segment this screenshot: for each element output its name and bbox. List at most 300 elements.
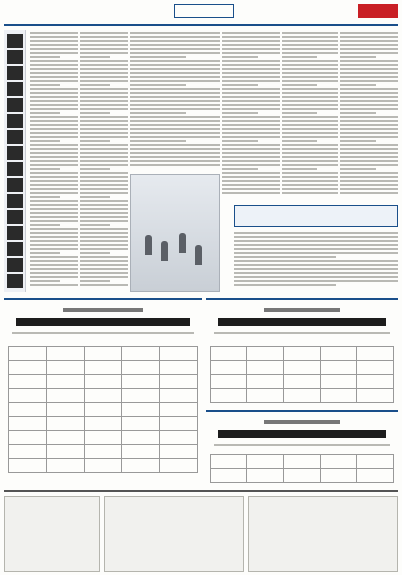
- table-row: [8, 403, 197, 417]
- text-line-placeholder: [340, 72, 398, 74]
- text-line-placeholder: [282, 112, 317, 114]
- headline-glyph-placeholder: [7, 210, 23, 224]
- text-line-placeholder: [130, 76, 220, 78]
- headline-glyph-placeholder: [7, 66, 23, 80]
- text-line-placeholder: [80, 92, 128, 94]
- text-line-placeholder: [80, 256, 128, 258]
- text-line-placeholder: [340, 124, 398, 126]
- text-line-placeholder: [30, 144, 78, 146]
- text-line-placeholder: [30, 124, 78, 126]
- text-line-placeholder: [80, 36, 128, 38]
- text-line-placeholder: [30, 260, 78, 262]
- text-line-placeholder: [80, 244, 128, 246]
- text-line-placeholder: [80, 52, 128, 54]
- table-cell: [84, 375, 122, 389]
- table-cell: [122, 389, 160, 403]
- table-cell: [357, 469, 394, 483]
- text-line-placeholder: [234, 280, 398, 282]
- table-cell: [357, 455, 394, 469]
- table-cell: [247, 361, 284, 375]
- text-line-placeholder: [130, 84, 186, 86]
- text-line-placeholder: [222, 84, 258, 86]
- table-cell: [247, 455, 284, 469]
- text-line-placeholder: [222, 104, 280, 106]
- text-line-placeholder: [222, 52, 280, 54]
- text-line-placeholder: [234, 272, 398, 274]
- text-line-placeholder: [222, 152, 280, 154]
- text-line-placeholder: [282, 40, 338, 42]
- text-line-placeholder: [222, 172, 280, 174]
- ad-center: [104, 496, 244, 572]
- table-cell: [210, 375, 247, 389]
- text-line-placeholder: [130, 132, 220, 134]
- text-line-placeholder: [80, 40, 128, 42]
- table-cell: [247, 389, 284, 403]
- text-line-placeholder: [80, 192, 128, 194]
- headline-glyph-placeholder: [7, 162, 23, 176]
- table-cell: [46, 347, 84, 361]
- text-line-placeholder: [80, 124, 128, 126]
- text-line-placeholder: [80, 232, 128, 234]
- table-cell: [84, 431, 122, 445]
- text-line-placeholder: [340, 144, 398, 146]
- table-cell: [84, 347, 122, 361]
- text-line-placeholder: [80, 60, 128, 62]
- table-cell: [8, 417, 46, 431]
- text-line-placeholder: [222, 144, 280, 146]
- text-line-placeholder: [222, 60, 280, 62]
- table-cell: [160, 375, 198, 389]
- text-line-placeholder: [282, 128, 338, 130]
- text-line-placeholder: [340, 108, 398, 110]
- text-line-placeholder: [80, 128, 128, 130]
- text-line-placeholder: [30, 44, 78, 46]
- text-line-placeholder: [80, 260, 128, 262]
- text-line-placeholder: [30, 148, 78, 150]
- text-line-placeholder: [130, 60, 220, 62]
- text-line-placeholder: [80, 148, 128, 150]
- report-title: [16, 318, 190, 326]
- text-line-placeholder: [222, 168, 258, 170]
- text-line-placeholder: [222, 192, 280, 194]
- headline-glyph-placeholder: [7, 130, 23, 144]
- table-row: [8, 389, 197, 403]
- table-row: [210, 375, 393, 389]
- table-cell: [160, 431, 198, 445]
- text-line-placeholder: [222, 108, 280, 110]
- text-line-placeholder: [30, 168, 60, 170]
- text-line-placeholder: [282, 164, 338, 166]
- text-line-placeholder: [130, 120, 220, 122]
- text-line-placeholder: [282, 36, 338, 38]
- report-left: [4, 298, 202, 486]
- text-line-placeholder: [130, 52, 220, 54]
- headline-glyph-placeholder: [7, 98, 23, 112]
- text-line-placeholder: [130, 156, 220, 158]
- text-line-placeholder: [30, 236, 78, 238]
- text-line-placeholder: [30, 56, 60, 58]
- table-cell: [122, 445, 160, 459]
- table-cell: [284, 375, 321, 389]
- table-cell: [8, 459, 46, 473]
- text-line-placeholder: [80, 196, 110, 198]
- table-cell: [357, 347, 394, 361]
- table-cell: [84, 389, 122, 403]
- text-line-placeholder: [282, 132, 338, 134]
- text-line-placeholder: [80, 248, 128, 250]
- table-cell: [122, 361, 160, 375]
- table-row: [210, 455, 393, 469]
- table-cell: [122, 417, 160, 431]
- table-cell: [160, 417, 198, 431]
- text-line-placeholder: [30, 36, 78, 38]
- table-cell: [357, 389, 394, 403]
- text-line-placeholder: [80, 276, 128, 278]
- text-line-placeholder: [80, 176, 128, 178]
- text-line-placeholder: [222, 180, 280, 182]
- table-cell: [84, 361, 122, 375]
- text-line-placeholder: [130, 72, 220, 74]
- text-line-placeholder: [30, 52, 78, 54]
- text-line-placeholder: [30, 204, 78, 206]
- text-line-placeholder: [282, 184, 338, 186]
- text-line-placeholder: [30, 212, 78, 214]
- table-cell: [8, 445, 46, 459]
- text-line-placeholder: [80, 264, 128, 266]
- headline-glyph-placeholder: [7, 146, 23, 160]
- table-cell: [247, 347, 284, 361]
- report-kicker: [264, 308, 341, 312]
- text-line-placeholder: [30, 264, 78, 266]
- table-row: [210, 389, 393, 403]
- ad-strip: [4, 490, 398, 571]
- text-line-placeholder: [80, 72, 128, 74]
- text-line-placeholder: [234, 264, 398, 266]
- text-line-placeholder: [30, 72, 78, 74]
- text-line-placeholder: [80, 272, 128, 274]
- report-kicker: [264, 420, 341, 424]
- text-line-placeholder: [130, 116, 220, 118]
- text-line-placeholder: [222, 36, 280, 38]
- headline-glyph-placeholder: [7, 274, 23, 288]
- text-line-placeholder: [30, 252, 60, 254]
- text-line-placeholder: [282, 152, 338, 154]
- text-line-placeholder: [340, 104, 398, 106]
- table-cell: [210, 347, 247, 361]
- text-line-placeholder: [222, 176, 280, 178]
- text-line-placeholder: [282, 120, 338, 122]
- text-line-placeholder: [30, 268, 78, 270]
- text-line-placeholder: [282, 148, 338, 150]
- text-line-placeholder: [80, 152, 128, 154]
- table-cell: [84, 403, 122, 417]
- text-line-placeholder: [340, 80, 398, 82]
- table-cell: [320, 347, 357, 361]
- table-cell: [46, 403, 84, 417]
- text-line-placeholder: [30, 76, 78, 78]
- text-line-placeholder: [282, 32, 338, 34]
- text-line-placeholder: [80, 156, 128, 158]
- table-cell: [122, 375, 160, 389]
- text-line-placeholder: [30, 176, 78, 178]
- photo-person-shape: [161, 241, 168, 261]
- text-line-placeholder: [222, 156, 280, 158]
- text-line-placeholder: [222, 68, 280, 70]
- text-line-placeholder: [340, 136, 398, 138]
- text-line-placeholder: [282, 88, 338, 90]
- text-line-placeholder: [130, 56, 186, 58]
- side-box-title: [234, 205, 398, 227]
- text-line-placeholder: [340, 68, 398, 70]
- text-line-placeholder: [130, 92, 220, 94]
- text-line-placeholder: [130, 88, 220, 90]
- text-line-placeholder: [30, 120, 78, 122]
- text-line-placeholder: [80, 68, 128, 70]
- text-line-placeholder: [80, 220, 128, 222]
- text-line-placeholder: [340, 172, 398, 174]
- text-line-placeholder: [80, 240, 128, 242]
- text-line-placeholder: [30, 272, 78, 274]
- text-line-placeholder: [130, 152, 220, 154]
- text-line-placeholder: [80, 204, 128, 206]
- text-line-placeholder: [80, 144, 128, 146]
- text-line-placeholder: [80, 140, 110, 142]
- text-line-placeholder: [80, 136, 128, 138]
- table-cell: [160, 459, 198, 473]
- text-line-placeholder: [30, 132, 78, 134]
- table-cell: [8, 431, 46, 445]
- text-line-placeholder: [282, 176, 338, 178]
- text-line-placeholder: [282, 124, 338, 126]
- lead-body-col-4: [222, 30, 280, 200]
- lead-body-col-5: [282, 30, 338, 200]
- text-line-placeholder: [282, 96, 338, 98]
- table-cell: [247, 469, 284, 483]
- report-kicker: [63, 308, 142, 312]
- table-cell: [46, 375, 84, 389]
- text-line-placeholder: [130, 80, 220, 82]
- table-cell: [8, 389, 46, 403]
- table-cell: [357, 361, 394, 375]
- text-line-placeholder: [222, 164, 280, 166]
- table-cell: [320, 455, 357, 469]
- table-row: [8, 459, 197, 473]
- text-line-placeholder: [30, 284, 78, 286]
- text-line-placeholder: [282, 116, 338, 118]
- headline-glyph-placeholder: [7, 82, 23, 96]
- text-line-placeholder: [222, 160, 280, 162]
- text-line-placeholder: [80, 168, 110, 170]
- text-line-placeholder: [282, 144, 338, 146]
- table-cell: [84, 417, 122, 431]
- text-line-placeholder: [80, 268, 128, 270]
- table-cell: [160, 361, 198, 375]
- text-line-placeholder: [80, 120, 128, 122]
- text-line-placeholder: [30, 88, 78, 90]
- text-line-placeholder: [80, 172, 128, 174]
- text-line-placeholder: [282, 156, 338, 158]
- date-line: [4, 19, 398, 23]
- text-line-placeholder: [222, 188, 280, 190]
- text-line-placeholder: [30, 164, 78, 166]
- headline-glyph-placeholder: [7, 242, 23, 256]
- text-line-placeholder: [80, 284, 128, 286]
- text-line-placeholder: [30, 156, 78, 158]
- headline-glyph-placeholder: [7, 258, 23, 272]
- headline-glyph-placeholder: [7, 114, 23, 128]
- text-line-placeholder: [30, 184, 78, 186]
- text-line-placeholder: [30, 128, 78, 130]
- text-line-placeholder: [80, 184, 128, 186]
- text-line-placeholder: [130, 40, 220, 42]
- report-title: [218, 318, 387, 326]
- text-line-placeholder: [234, 284, 336, 286]
- report-right-top: [206, 298, 398, 406]
- text-line-placeholder: [340, 148, 398, 150]
- text-line-placeholder: [130, 108, 220, 110]
- paper-logo: [358, 4, 398, 18]
- headline-glyph-placeholder: [7, 34, 23, 48]
- text-line-placeholder: [130, 48, 220, 50]
- text-line-placeholder: [30, 60, 78, 62]
- headline-glyph-placeholder: [7, 194, 23, 208]
- news-photo: [130, 174, 220, 292]
- text-line-placeholder: [30, 192, 78, 194]
- text-line-placeholder: [80, 80, 128, 82]
- table-cell: [357, 375, 394, 389]
- text-line-placeholder: [222, 92, 280, 94]
- table-row: [210, 347, 393, 361]
- text-line-placeholder: [30, 108, 78, 110]
- report-table: [8, 346, 198, 473]
- text-line-placeholder: [222, 32, 280, 34]
- text-line-placeholder: [282, 172, 338, 174]
- text-line-placeholder: [130, 112, 186, 114]
- text-line-placeholder: [282, 64, 338, 66]
- text-line-placeholder: [30, 228, 78, 230]
- text-line-placeholder: [222, 128, 280, 130]
- text-line-placeholder: [80, 280, 110, 282]
- text-line-placeholder: [222, 100, 280, 102]
- text-line-placeholder: [222, 76, 280, 78]
- lead-body-col-1: [30, 30, 78, 292]
- text-line-placeholder: [130, 96, 220, 98]
- text-line-placeholder: [282, 140, 317, 142]
- text-line-placeholder: [340, 64, 398, 66]
- text-line-placeholder: [340, 152, 398, 154]
- text-line-placeholder: [30, 140, 60, 142]
- text-line-placeholder: [30, 100, 78, 102]
- table-cell: [8, 361, 46, 375]
- lead-body-col-2: [80, 30, 128, 292]
- text-line-placeholder: [222, 80, 280, 82]
- text-line-placeholder: [282, 136, 338, 138]
- text-line-placeholder: [340, 88, 398, 90]
- text-line-placeholder: [340, 96, 398, 98]
- text-line-placeholder: [340, 36, 398, 38]
- text-line-placeholder: [340, 192, 398, 194]
- text-line-placeholder: [80, 104, 128, 106]
- text-line-placeholder: [130, 64, 220, 66]
- text-line-placeholder: [222, 40, 280, 42]
- text-line-placeholder: [282, 72, 338, 74]
- text-line-placeholder: [234, 232, 398, 234]
- text-line-placeholder: [130, 136, 220, 138]
- table-cell: [320, 361, 357, 375]
- text-line-placeholder: [30, 152, 78, 154]
- text-line-placeholder: [80, 208, 128, 210]
- text-line-placeholder: [130, 148, 220, 150]
- text-line-placeholder: [234, 268, 398, 270]
- text-line-placeholder: [30, 32, 78, 34]
- table-row: [8, 431, 197, 445]
- table-cell: [46, 361, 84, 375]
- report-note: [12, 332, 194, 334]
- text-line-placeholder: [222, 124, 280, 126]
- text-line-placeholder: [222, 136, 280, 138]
- text-line-placeholder: [222, 184, 280, 186]
- text-line-placeholder: [30, 180, 78, 182]
- text-line-placeholder: [234, 260, 398, 262]
- text-line-placeholder: [130, 68, 220, 70]
- table-cell: [160, 403, 198, 417]
- table-cell: [210, 455, 247, 469]
- table-cell: [210, 469, 247, 483]
- text-line-placeholder: [340, 184, 398, 186]
- text-line-placeholder: [282, 168, 317, 170]
- text-line-placeholder: [30, 40, 78, 42]
- text-line-placeholder: [340, 40, 398, 42]
- table-cell: [247, 375, 284, 389]
- report-note: [214, 332, 391, 334]
- text-line-placeholder: [30, 112, 60, 114]
- text-line-placeholder: [340, 100, 398, 102]
- table-cell: [84, 459, 122, 473]
- table-cell: [284, 347, 321, 361]
- text-line-placeholder: [80, 84, 110, 86]
- text-line-placeholder: [130, 44, 220, 46]
- text-line-placeholder: [282, 56, 317, 58]
- text-line-placeholder: [30, 196, 60, 198]
- text-line-placeholder: [30, 244, 78, 246]
- text-line-placeholder: [340, 176, 398, 178]
- table-cell: [160, 445, 198, 459]
- text-line-placeholder: [340, 112, 376, 114]
- text-line-placeholder: [30, 216, 78, 218]
- table-cell: [46, 417, 84, 431]
- table-row: [210, 469, 393, 483]
- text-line-placeholder: [340, 92, 398, 94]
- text-line-placeholder: [222, 120, 280, 122]
- text-line-placeholder: [130, 124, 220, 126]
- table-cell: [160, 347, 198, 361]
- text-line-placeholder: [234, 256, 336, 258]
- headline-glyph-placeholder: [7, 50, 23, 64]
- text-line-placeholder: [340, 132, 398, 134]
- table-row: [8, 445, 197, 459]
- masthead: [4, 4, 398, 26]
- text-line-placeholder: [282, 44, 338, 46]
- text-line-placeholder: [340, 84, 376, 86]
- text-line-placeholder: [80, 108, 128, 110]
- text-line-placeholder: [282, 80, 338, 82]
- table-cell: [284, 469, 321, 483]
- text-line-placeholder: [340, 116, 398, 118]
- table-cell: [320, 469, 357, 483]
- text-line-placeholder: [30, 240, 78, 242]
- text-line-placeholder: [30, 232, 78, 234]
- text-line-placeholder: [130, 128, 220, 130]
